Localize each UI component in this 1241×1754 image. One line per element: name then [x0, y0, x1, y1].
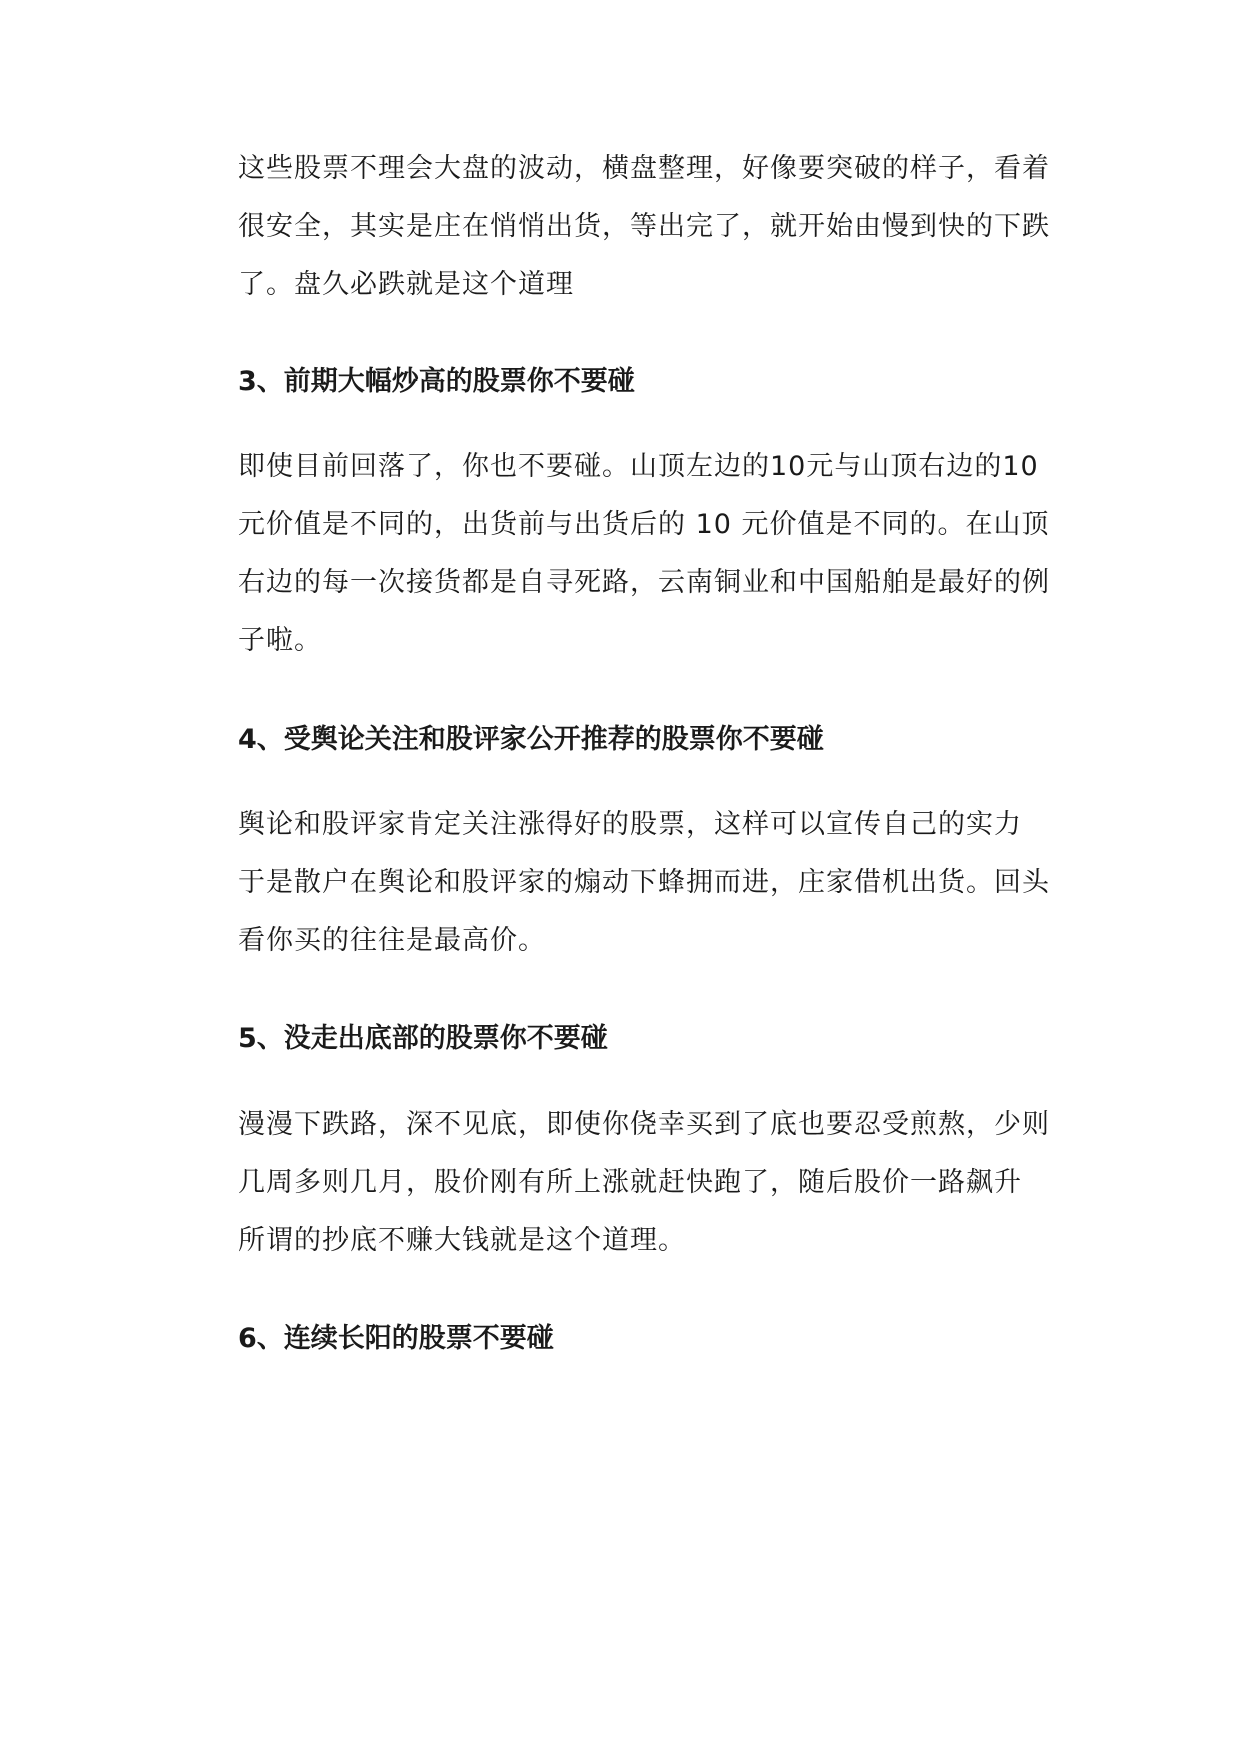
paragraph-line: 于是散户在舆论和股评家的煽动下蜂拥而进，庄家借机出货。回头 [238, 867, 1050, 898]
paragraph-no-bottom [238, 1096, 1058, 1270]
paragraph-consolidation [238, 140, 1058, 314]
paragraph-line: 舆论和股评家肯定关注涨得好的股票，这样可以宣传自己的实力 [238, 809, 1022, 840]
paragraph-high-price-stocks [238, 438, 1058, 670]
paragraph-line: 元价值是不同的，出货前与出货后的 10 元价值是不同的。在山顶 [238, 509, 1050, 540]
paragraph-line: 即使目前回落了，你也不要碰。山顶左边的10元与山顶右边的10 [238, 451, 1039, 482]
paragraph-line: 右边的每一次接货都是自寻死路，云南铜业和中国船舶是最好的例 [238, 567, 1050, 598]
paragraph-line: 这些股票不理会大盘的波动，横盘整理，好像要突破的样子，看着 [238, 153, 1050, 184]
section-heading-3: 3、前期大幅炒高的股票你不要碰 [238, 366, 635, 397]
paragraph-line: 所谓的抄底不赚大钱就是这个道理。 [238, 1225, 686, 1256]
paragraph-line: 子啦。 [238, 625, 322, 656]
section-heading-4: 4、受舆论关注和股评家公开推荐的股票你不要碰 [238, 724, 824, 755]
paragraph-line: 很安全，其实是庄在悄悄出货，等出完了，就开始由慢到快的下跌 [238, 211, 1050, 242]
section-heading-5: 5、没走出底部的股票你不要碰 [238, 1023, 608, 1054]
paragraph-media-recommended [238, 796, 1058, 970]
section-heading-6: 6、连续长阳的股票不要碰 [238, 1323, 554, 1354]
paragraph-line: 了。盘久必跌就是这个道理 [238, 269, 574, 300]
paragraph-line: 漫漫下跌路，深不见底，即使你侥幸买到了底也要忍受煎熬，少则 [238, 1109, 1050, 1140]
paragraph-line: 几周多则几月，股价刚有所上涨就赶快跑了，随后股价一路飙升 [238, 1167, 1022, 1198]
paragraph-line: 看你买的往往是最高价。 [238, 925, 546, 956]
